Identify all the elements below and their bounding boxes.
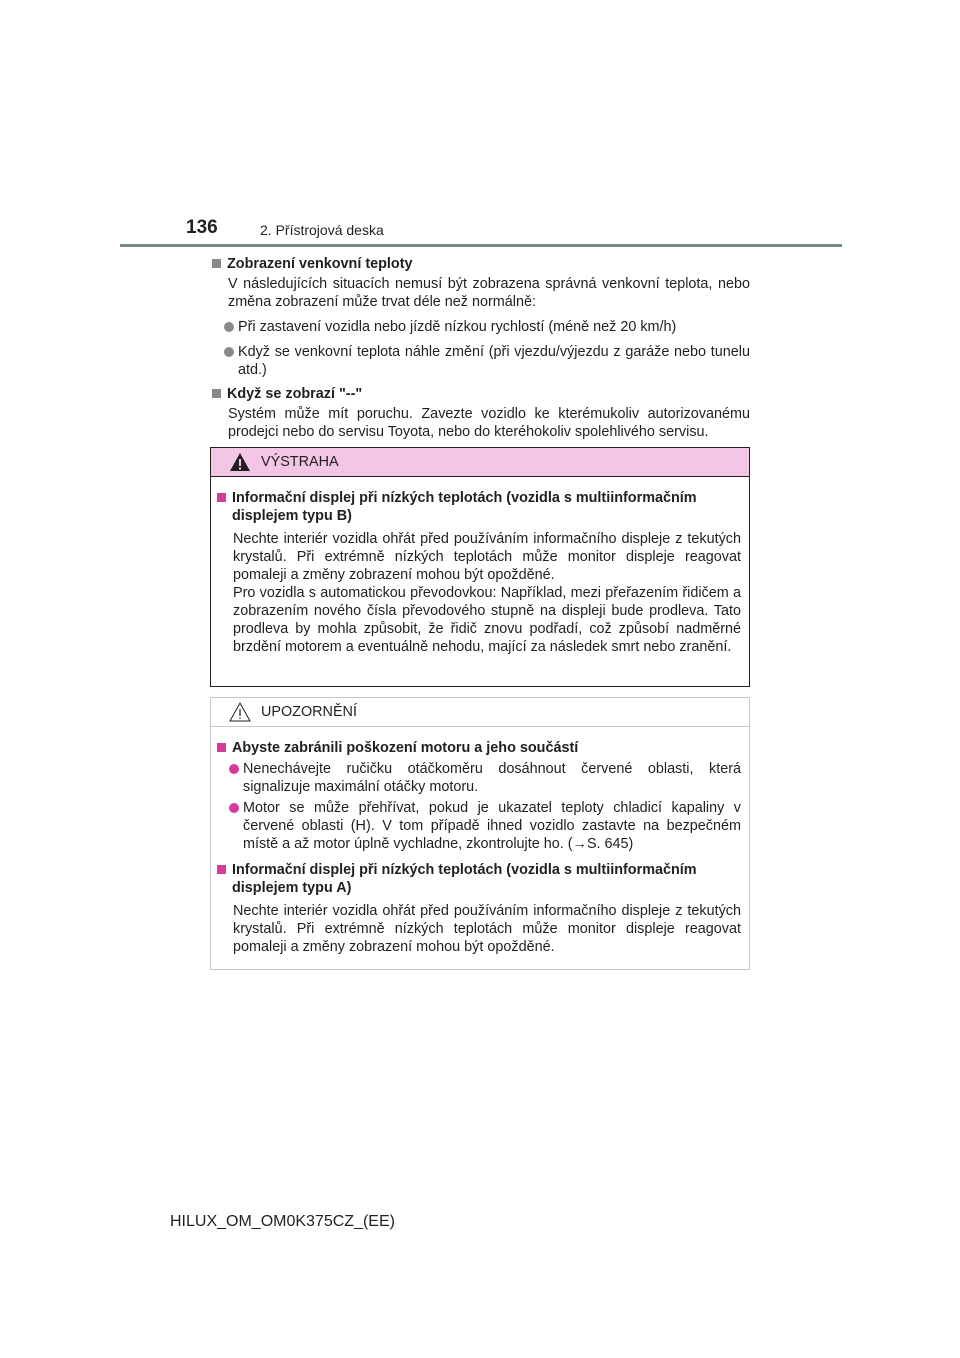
warning-triangle-icon [229, 452, 251, 472]
page-number: 136 [186, 217, 218, 238]
caution-body [211, 727, 749, 956]
chapter-title: 2. Přístrojová deska [260, 222, 384, 238]
caution-heading-display [215, 861, 741, 897]
heading-text: Zobrazení venkovní teploty [227, 256, 413, 272]
warning-header [211, 448, 749, 477]
caution-header [211, 698, 749, 727]
list-item [210, 343, 750, 379]
section-heading-outside-temp [210, 255, 750, 273]
square-bullet-icon [212, 259, 221, 268]
warning-title: VÝSTRAHA [261, 454, 339, 470]
warning-box [210, 447, 750, 687]
caution-box [210, 697, 750, 970]
header-rule [120, 244, 842, 247]
caution-heading-engine [215, 739, 741, 757]
square-bullet-icon [217, 743, 226, 752]
list-item-text: Nenechávejte ručičku otáčkoměru dosáhnout červené oblasti, která signalizuje maximální otáčky motoru. [243, 761, 741, 795]
warning-text: Nechte interiér vozidla ohřát před používáním informačního displeje z tekutých krystalů. Při extrémně nízkých teplotách může monitor displeje reagovat pomaleji a změny zobrazení mohou být opožděné. [233, 531, 741, 583]
section-heading-dashes [210, 385, 750, 403]
heading-text: Informační displej při nízkých teplotách (vozidla s multiinformačním displejem typu B) [232, 490, 697, 524]
square-bullet-icon [217, 865, 226, 874]
document-code: HILUX_OM_OM0K375CZ_(EE) [170, 1213, 395, 1230]
round-bullet-icon [229, 803, 239, 813]
round-bullet-icon [224, 322, 234, 332]
caution-text: Nechte interiér vozidla ohřát před používáním informačního displeje z tekutých krystalů. Při extrémně nízkých teplotách může monitor displeje reagovat pomaleji a změny zobrazení mohou být opožděné. [233, 903, 741, 955]
round-bullet-icon [229, 764, 239, 774]
round-bullet-icon [224, 347, 234, 357]
list-item [215, 799, 741, 853]
list-item [210, 318, 750, 336]
list-item [215, 760, 741, 796]
warning-text: Pro vozidla s automatickou převodovkou: Například, mezi přeřazením řidičem a zobrazením nového čísla převodového stupně na displeji bude prodleva. Tato prodleva by mohla způsobit, že řidič znovu podřadí, což způsobí nadměrné brzdění motorem a eventuálně nehodu, mající za následek smrt nebo zranění. [233, 585, 741, 655]
warning-heading [215, 489, 741, 525]
square-bullet-icon [217, 493, 226, 502]
heading-text: Informační displej při nízkých teplotách (vozidla s multiinformačním displejem typu A) [232, 862, 697, 896]
warning-body [211, 477, 749, 656]
list-item-text: Při zastavení vozidla nebo jízdě nízkou rychlostí (méně než 20 km/h) [238, 319, 677, 335]
heading-text: Abyste zabránili poškození motoru a jeho součástí [232, 740, 579, 756]
list-item-text: Když se venkovní teplota náhle změní (při vjezdu/výjezdu z garáže nebo tunelu atd.) [238, 344, 750, 378]
square-bullet-icon [212, 389, 221, 398]
heading-text: Když se zobrazí "--" [227, 386, 363, 402]
caution-triangle-icon [229, 702, 251, 722]
section-text: Systém může mít poruchu. Zavezte vozidlo ke kterémukoliv autorizovanému prodejci nebo do servisu Toyota, nebo do kteréhokoliv spolehlivého servisu. [228, 406, 750, 440]
main-content [210, 255, 750, 441]
caution-title: UPOZORNĚNÍ [261, 704, 357, 720]
list-item-text: Motor se může přehřívat, pokud je ukazatel teploty chladicí kapaliny v červené oblasti (H). V tom případě ihned vozidlo zastavte na bezpečném místě a až motor úplně vychladne, zkontrolujte ho. (→S. 645) [243, 800, 741, 852]
section-intro: V následujících situacích nemusí být zobrazena správná venkovní teplota, nebo změna zobrazení může trvat déle než normálně: [228, 276, 750, 310]
